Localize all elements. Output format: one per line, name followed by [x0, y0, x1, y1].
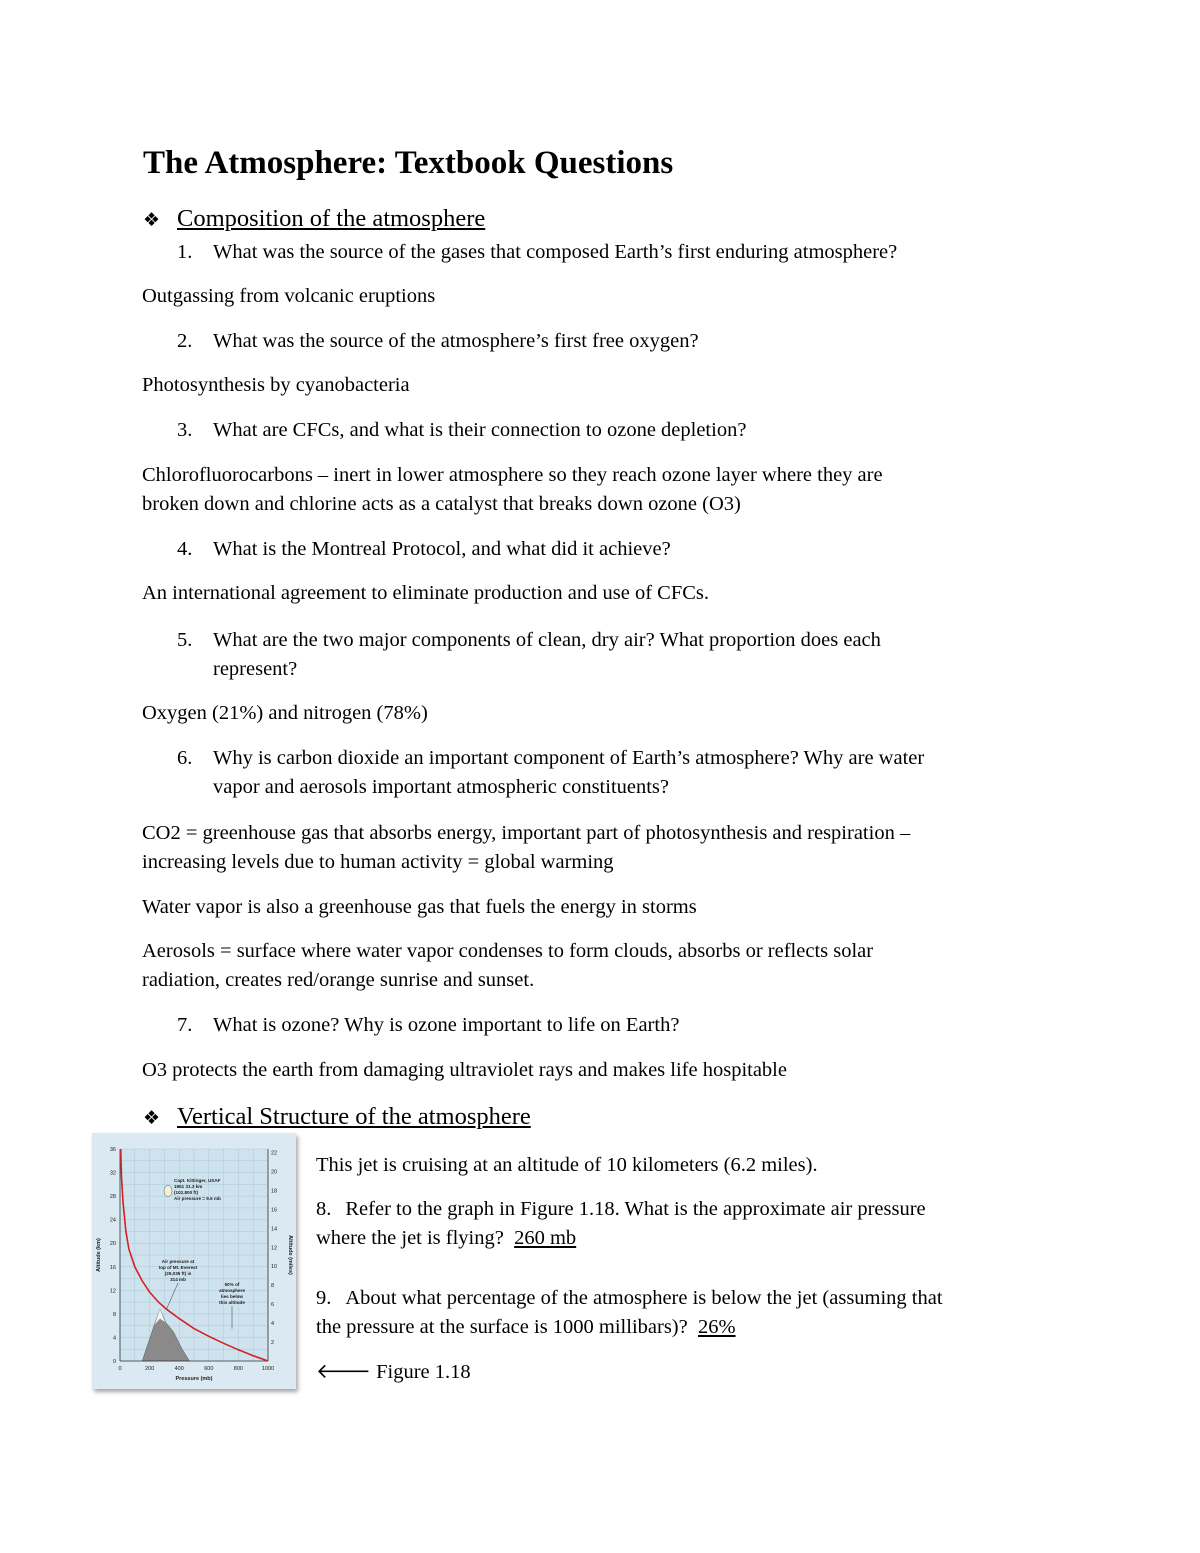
question-text: What is the Montreal Protocol, and what did it achieve?	[213, 538, 671, 560]
question-number: 2.	[177, 330, 193, 352]
answer-3-line-2: broken down and chlorine acts as a catalyst that breaks down ozone (O3)	[142, 493, 741, 515]
question-text: What are CFCs, and what is their connection to ozone depletion?	[213, 419, 747, 441]
y-tick-label-right: 4	[271, 1321, 275, 1328]
section-heading-composition	[143, 203, 485, 236]
question-text: What was the source of the atmosphere’s first free oxygen?	[213, 330, 699, 352]
annotation-text: 314 mb	[170, 1277, 186, 1282]
question-6	[177, 744, 1077, 804]
annotation-text: top of Mt. Everest	[158, 1265, 198, 1270]
question-text-line-1: Why is carbon dioxide an important component of Earth’s atmosphere? Why are water	[213, 747, 925, 769]
y-tick-label: 36	[109, 1147, 116, 1153]
question-text-line-1: What are the two major components of clean, dry air? What proportion does each	[213, 629, 881, 651]
y-tick-label: 4	[112, 1335, 116, 1342]
altitude-pressure-chart	[92, 1133, 296, 1389]
diamond-bullet-icon: ❖	[143, 209, 161, 231]
figure-reference: 🡐 Figure 1.18	[316, 1361, 471, 1383]
question-text: What was the source of the gases that composed Earth’s first enduring atmosphere?	[213, 241, 898, 263]
y-tick-label: 24	[109, 1217, 116, 1224]
y-tick-label: 20	[109, 1241, 116, 1248]
question-text: Refer to the graph in Figure 1.18. What is the approximate air pressure	[345, 1198, 926, 1220]
y-tick-label-right: 2	[271, 1340, 275, 1347]
question-8-line-2	[316, 1224, 576, 1253]
x-tick-label: 1000	[261, 1366, 275, 1372]
x-tick-label: 400	[174, 1366, 184, 1372]
question-number: 9.	[316, 1287, 332, 1309]
annotation-text: Air pressure at	[161, 1259, 195, 1264]
x-axis-label: Pressure (mb)	[175, 1376, 213, 1382]
y-tick-label-right: 10	[271, 1264, 278, 1271]
y-axis-label: Altitude (km)	[96, 1238, 102, 1272]
annotation-text: Air pressure = 9.6 mb	[174, 1196, 221, 1201]
section-heading-text: Composition of the atmosphere	[177, 205, 486, 232]
question-number: 8.	[316, 1198, 332, 1220]
x-tick-label: 0	[118, 1366, 122, 1372]
annotation-text: lies below	[221, 1294, 243, 1299]
answer-8: 260 mb	[514, 1227, 577, 1249]
question-text: About what percentage of the atmosphere is below the jet (assuming that	[345, 1287, 943, 1309]
answer-2: Photosynthesis by cyanobacteria	[142, 374, 410, 396]
y-tick-label-right: 6	[271, 1302, 275, 1309]
answer-1: Outgassing from volcanic eruptions	[142, 285, 436, 307]
question-text: the pressure at the surface is 1000 millibars)?	[316, 1316, 688, 1338]
y-tick-label: 16	[109, 1264, 116, 1271]
annotation-text: Capt. Kittinger, USAF	[174, 1178, 221, 1183]
y-tick-label: 28	[109, 1194, 116, 1201]
answer-5: Oxygen (21%) and nitrogen (78%)	[142, 702, 428, 724]
question-number: 5.	[177, 629, 193, 651]
section-heading-vertical-structure	[143, 1101, 531, 1134]
y-tick-label-right: 20	[271, 1169, 278, 1176]
y-tick-label: 8	[112, 1311, 116, 1318]
y-tick-label-right: 16	[271, 1207, 278, 1214]
question-number: 3.	[177, 419, 193, 441]
jet-altitude-text: This jet is cruising at an altitude of 10 kilometers (6.2 miles).	[316, 1154, 818, 1176]
y-tick-label-right: 14	[271, 1226, 278, 1233]
answer-6-line-2: increasing levels due to human activity = global warming	[142, 851, 614, 873]
question-9-line-1	[316, 1284, 943, 1313]
y-tick-label-right: 8	[271, 1283, 275, 1290]
question-9-line-2	[316, 1313, 736, 1342]
question-8-line-1	[316, 1195, 926, 1224]
annotation-text: this altitude	[219, 1300, 245, 1305]
figure-1-18	[92, 1133, 296, 1389]
question-number: 4.	[177, 538, 193, 560]
question-number: 1.	[177, 241, 193, 263]
annotation-text: 1961 31.3 km	[174, 1184, 203, 1189]
y-tick-label: 32	[109, 1170, 116, 1177]
annotation-text: atmosphere	[218, 1288, 246, 1293]
y-axis-label-right: Altitude (miles)	[287, 1235, 293, 1275]
y-tick-label-right: 12	[271, 1245, 278, 1252]
answer-9: 26%	[697, 1316, 736, 1338]
question-5	[177, 626, 1077, 686]
x-tick-label: 600	[204, 1366, 214, 1372]
answer-3-line-1: Chlorofluorocarbons – inert in lower atmosphere so they reach ozone layer where they are	[142, 464, 883, 486]
y-tick-label-right: 18	[271, 1188, 278, 1195]
question-text: What is ozone? Why is ozone important to life on Earth?	[213, 1014, 680, 1036]
answer-6-line-3: Water vapor is also a greenhouse gas that fuels the energy in storms	[142, 896, 697, 918]
y-tick-label: 12	[109, 1288, 116, 1295]
question-number: 7.	[177, 1014, 193, 1036]
answer-6-line-5: radiation, creates red/orange sunrise and sunset.	[142, 969, 535, 991]
question-text-line-2: represent?	[213, 658, 298, 680]
question-text: where the jet is flying?	[316, 1227, 504, 1249]
answer-7: O3 protects the earth from damaging ultraviolet rays and makes life hospitable	[142, 1059, 787, 1081]
page-title: The Atmosphere: Textbook Questions	[143, 145, 674, 181]
y-tick-label: 0	[112, 1359, 116, 1365]
diamond-bullet-icon: ❖	[143, 1107, 161, 1129]
x-tick-label: 800	[233, 1366, 243, 1372]
answer-6-line-4: Aerosols = surface where water vapor condenses to form clouds, absorbs or reflects solar	[142, 940, 874, 962]
section-heading-text: Vertical Structure of the atmosphere	[177, 1103, 531, 1130]
annotation-text: 50% of	[224, 1282, 240, 1287]
answer-6-line-1: CO2 = greenhouse gas that absorbs energy, important part of photosynthesis and respiration –	[142, 822, 911, 844]
annotation-text: (102,800 ft)	[174, 1190, 199, 1195]
question-number: 6.	[177, 747, 193, 769]
annotation-text: (29,035 ft) is	[164, 1271, 192, 1276]
question-text-line-2: vapor and aerosols important atmospheric constituents?	[213, 776, 670, 798]
y-tick-label-right: 22	[271, 1150, 278, 1157]
balloon-icon	[164, 1186, 172, 1197]
answer-4: An international agreement to eliminate production and use of CFCs.	[142, 582, 710, 604]
x-tick-label: 200	[145, 1366, 155, 1372]
